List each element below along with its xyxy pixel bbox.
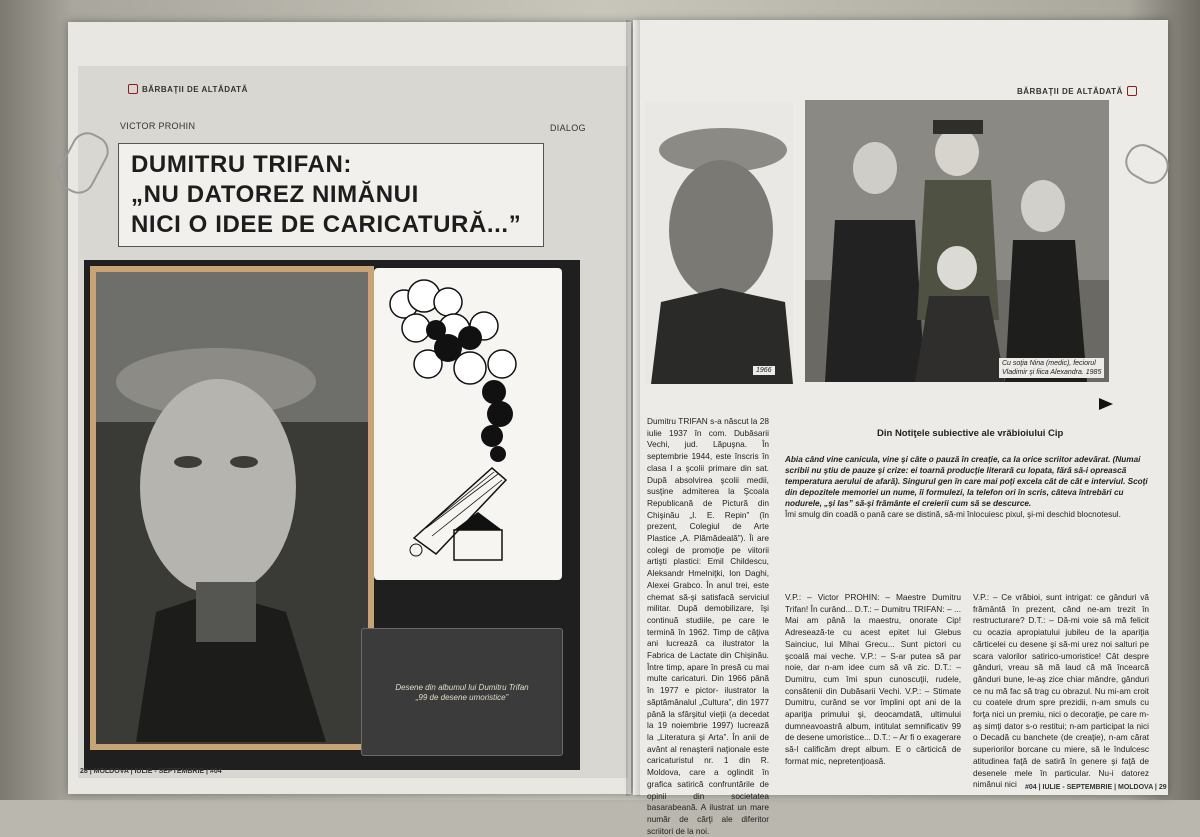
rubric-label: DIALOG xyxy=(550,123,586,133)
article-title xyxy=(131,150,521,240)
family-photo xyxy=(805,100,1109,382)
left-footer: 28 | MOLDOVA | IULIE - SEPTEMBRIE | #04 xyxy=(80,768,222,775)
section-icon xyxy=(128,84,138,94)
portrait-silhouette xyxy=(96,272,368,744)
right-page xyxy=(633,20,1168,836)
dialog-text-a: V.P.: – Victor PROHIN: – Maestre Dumitru Trifan! În curând... D.T.: – Dumitru TRIFAN: – ... Mai am până la maestru, onorate Cip! Adresează-te cu acest epitet lui Glebus Sainciuc, lui Mihai Grecu... Sunt pictori cu şcoală mai veche. V.P.: – S-ar putea să par noie, dar n-am idee cum să vă zic. D.T.: – Dumitru, cum îmi spun cunoscuţii, rudele, consătenii din Dubăsarii Vechi. V.P.: – Stimate Dumitru, curând se vor împlini opt ani de la apariţia primului şi, deocamdată, ultimului dumneavoastră album, intitulat semnificativ 99 de desene umoristice... D.T.: – Ar fi o exagerare să-l calificăm drept album. E o cărticică de format mic, nepretenţioasă. xyxy=(785,592,961,766)
family-photo-svg xyxy=(805,100,1109,382)
photo-1966-svg xyxy=(645,102,793,384)
photo-1966-caption: 1966 xyxy=(753,366,775,375)
family-photo-caption xyxy=(999,358,1104,378)
drawing-caption-box xyxy=(361,628,563,756)
portrait-photo xyxy=(96,272,368,744)
left-page xyxy=(68,22,631,794)
section-label: BĂRBAŢII DE ALTĂDATĂ xyxy=(142,85,248,94)
dialog-column-a xyxy=(785,592,961,768)
section-header-left xyxy=(128,84,248,94)
photo-1966 xyxy=(645,102,793,384)
family-caption-line-2: Vladimir şi fiica Alexandra. 1985 xyxy=(1002,369,1102,376)
intro-bold: Abia când vine canicula, vine şi câte o pauză în creaţie, ca la orice scriitor adevărat. (Numai scribii nu ştiu de pauze şi crize: ei toarnă producţie literară cu lopata, fără să-i oprească temperatura aerului de afară). Singurul gen în care mai poţi excela cât de cât e interviul. Scoţi din depozitele memoriei un nume, îi formulezi, la telefon ori în scris, câteva întrebări cu nodurele, „şi las” să-şi frământe el creierii cum să se descurce. xyxy=(785,455,1148,508)
dialog-text-b: V.P.: – Ce vrăbioi, sunt intrigat: ce gânduri vă frământă în prezent, când ne-am trezit în restructurare? D.T.: – Dă-mi voie să mă felicit cu ocazia apropiatului jubileu de la apariţia cărticelei cu desene şi să-mi urez noi salturi pe scara valorilor satirico-umoristice! Cât despre gânduri, vreau să mă laud că mă încearcă gânduri bune, le-aş zice chiar mândre, gânduri ce nu mă fac să trag cu obrazul. Nu mi-am croit cu coatele drum spre prezidii, n-am smuls cu forţa nici un premiu, nici o decoraţie, pe care m-aş simţi dator s-o restitui; n-am participat la nici o Decadă cu banchete (de creaţie), n-am cărat superiorilor borcane cu miere, să le îndulcesc atitudinea faţă de satiră în genere şi faţă de desenele mele în particular. Nu-i datorez nimănui nici xyxy=(973,592,1149,790)
article-title-box xyxy=(118,143,544,247)
section-header-right xyxy=(1017,86,1141,96)
bio-column xyxy=(647,416,769,837)
caption-line-2: „99 de desene umoristice” xyxy=(415,693,509,702)
page-gutter xyxy=(626,20,640,796)
section-label-right: BĂRBAŢII DE ALTĂDATĂ xyxy=(1017,87,1123,96)
right-footer: #04 | IULIE - SEPTEMBRIE | MOLDOVA | 29 xyxy=(1025,784,1167,791)
title-line-2: „NU DATOREZ NIMĂNUI xyxy=(131,181,419,208)
cartoon-svg xyxy=(374,268,562,580)
dialog-column-b xyxy=(973,592,1149,791)
arrow-right-icon xyxy=(1099,398,1113,410)
title-line-3: NICI O IDEE DE CARICATURĂ...” xyxy=(131,211,522,238)
section-icon-right xyxy=(1127,86,1137,96)
caption-line-1: Desene din albumul lui Dumitru Trifan xyxy=(395,683,529,692)
bio-text: Dumitru TRIFAN s-a născut la 28 iulie 1937 în com. Dubăsarii Vechi, jud. Lăpuşna. În septembrie 1944, este înscris în clasa I a şcolii primare din sat. După absolvirea şcolii medii, susţine admiterea la Şcoala Republicană de Pictură din Chişinău „I. E. Repin” (în prezent, Colegiul de Arte Plastice „A. Plămădeală”). Îi are colegi de promoţie pe viitorii artişti plastici: Emil Childescu, Aleksandr Hmelniţki, Ion Daghi, Alexei Grabco. În anul trei, este chemat să-şi satisfacă serviciul militar. După demobilizare, îşi continuă studiile, pe care le termină în 1962. Timp de câţiva ani lucrează ca ilustrator la Fabrica de Lactate din Chişinău. Între timp, apare în presă cu mai multe caricaturi. Din 1966 până în 1977 e pictor- ilustrator la săptămânalul „Cultura”, din 1977 până la sfârşitul vieţii (a decedat la 19 noiembrie 1997) lucrează la „Literatura şi Arta”. În anii de avânt al renaşterii naţionale este caricaturistul nr. 1 din R. Moldova, care a oglindit în grafica satirică confruntările de opinii din societatea basarabeană. A ilustrat un mare număr de cărţi ale diferitor scriitori de la noi. xyxy=(647,416,769,836)
author-name: VICTOR PROHIN xyxy=(120,121,196,131)
cartoon-drawing xyxy=(374,268,562,580)
drawing-caption xyxy=(368,683,556,703)
intro-paragraph xyxy=(785,454,1149,520)
title-line-1: DUMITRU TRIFAN: xyxy=(131,151,352,178)
notes-subhead: Din Notiţele subiective ale vrăbioiului Cip xyxy=(877,428,1064,439)
family-caption-line-1: Cu soţia Nina (medic), feciorul xyxy=(1002,360,1096,367)
intro-plain: Îmi smulg din coadă o pană care se distină, să-mi înlocuiesc pixul, şi-mi deschid blocnotesul. xyxy=(785,510,1121,519)
